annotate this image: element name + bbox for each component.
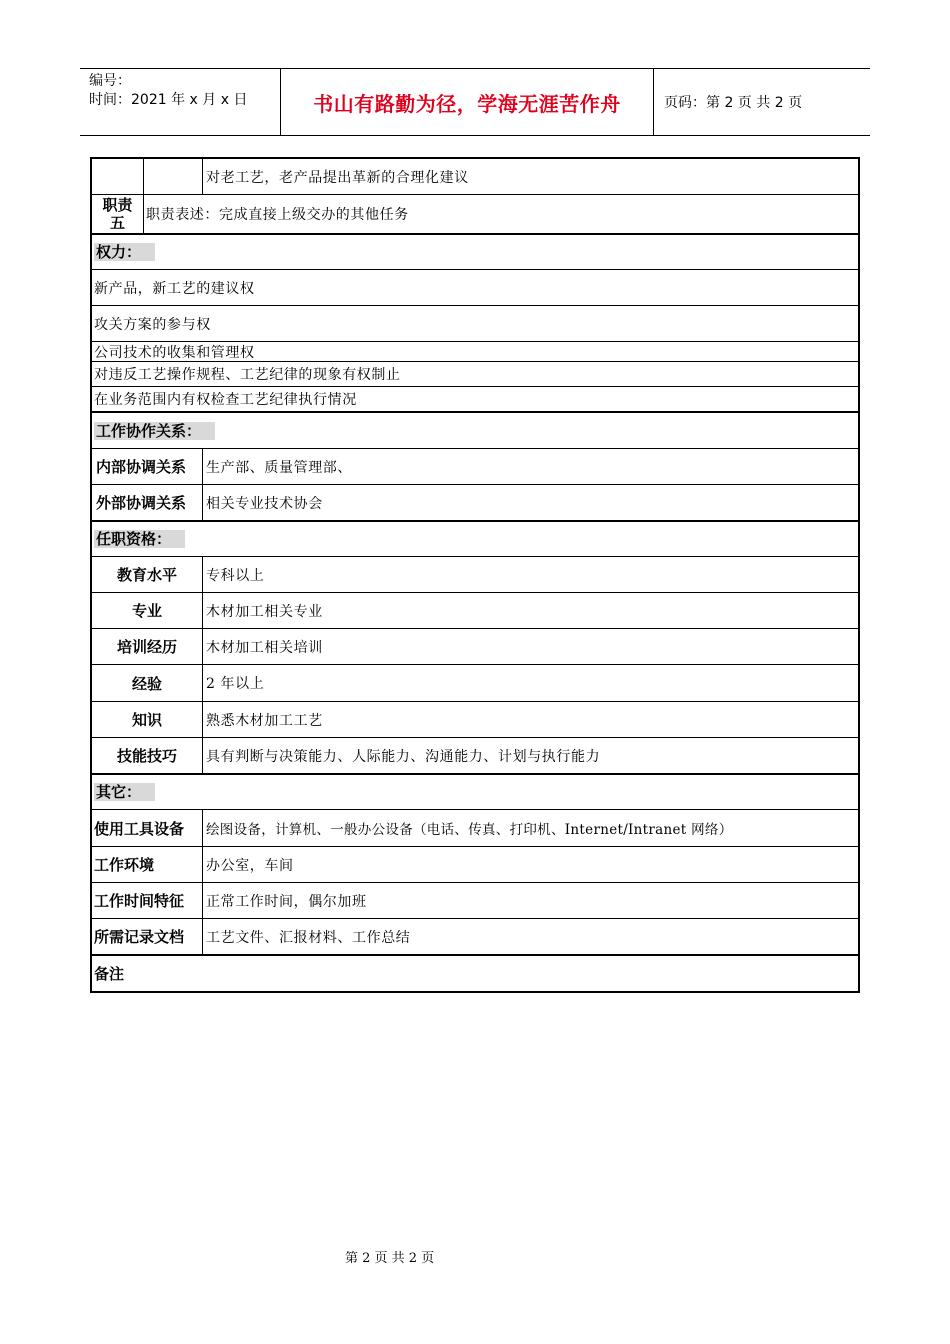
qualification-label: 培训经历 bbox=[116, 638, 177, 656]
authority-item bbox=[92, 270, 858, 306]
relations-section-header bbox=[92, 413, 858, 449]
others-value: 办公室，车间 bbox=[202, 847, 858, 882]
others-label: 使用工具设备 bbox=[94, 819, 185, 838]
authority-item bbox=[92, 306, 858, 342]
authority-item-text: 攻关方案的参与权 bbox=[94, 316, 211, 333]
qualification-label: 教育水平 bbox=[116, 566, 177, 584]
job-description-table bbox=[90, 157, 860, 993]
others-row bbox=[92, 810, 858, 847]
authority-section-header bbox=[92, 235, 858, 270]
qualification-value: 具有判断与决策能力、人际能力、沟通能力、计划与执行能力 bbox=[202, 738, 858, 773]
others-label: 所需记录文档 bbox=[94, 928, 185, 946]
qualification-label: 知识 bbox=[131, 711, 162, 729]
duty-task-text: 对老工艺，老产品提出革新的合理化建议 bbox=[202, 159, 858, 194]
external-relations-value: 相关专业技术协会 bbox=[202, 485, 858, 520]
internal-relations-row bbox=[92, 449, 858, 485]
header-page-label: 页码：第 2 页 共 2 页 bbox=[664, 95, 803, 111]
qualification-row bbox=[92, 665, 858, 702]
qualification-row bbox=[92, 593, 858, 629]
doc-date-label: 时间：2021 年 x 月 x 日 bbox=[89, 92, 248, 108]
others-value: 绘图设备，计算机、一般办公设备（电话、传真、打印机、Internet/Intranet 网络） bbox=[202, 810, 858, 846]
duty-five-text: 职责表述：完成直接上级交办的其他任务 bbox=[143, 195, 858, 233]
header-meta bbox=[80, 69, 281, 135]
qualification-row bbox=[92, 629, 858, 665]
qualification-value: 木材加工相关专业 bbox=[202, 593, 858, 628]
others-row bbox=[92, 883, 858, 919]
authority-item-text: 公司技术的收集和管理权 bbox=[94, 344, 255, 361]
others-value: 工艺文件、汇报材料、工作总结 bbox=[202, 919, 858, 954]
internal-relations-label: 内部协调关系 bbox=[96, 458, 187, 476]
doc-number-label: 编号： bbox=[89, 73, 131, 89]
header-motto: 书山有路勤为径，学海无涯苦作舟 bbox=[281, 69, 654, 135]
others-section-header bbox=[92, 775, 858, 810]
others-label: 工作时间特征 bbox=[94, 892, 185, 910]
qualification-label: 专业 bbox=[131, 602, 162, 620]
authority-item bbox=[92, 387, 858, 413]
qualification-label: 技能技巧 bbox=[116, 747, 177, 765]
authority-item bbox=[92, 342, 858, 362]
others-label: 工作环境 bbox=[94, 856, 155, 874]
qualification-row bbox=[92, 557, 858, 593]
external-relations-row bbox=[92, 485, 858, 522]
page-header bbox=[80, 68, 870, 136]
qualification-value: 2 年以上 bbox=[202, 665, 858, 701]
authority-item-text: 在业务范围内有权检查工艺纪律执行情况 bbox=[94, 392, 357, 408]
qualifications-section-header bbox=[92, 522, 858, 557]
others-value: 正常工作时间，偶尔加班 bbox=[202, 883, 858, 918]
duty-five-label: 职责五 bbox=[102, 196, 133, 232]
others-row bbox=[92, 919, 858, 956]
qualification-row bbox=[92, 702, 858, 738]
qualification-label: 经验 bbox=[131, 674, 162, 693]
external-relations-label: 外部协调关系 bbox=[96, 494, 187, 512]
authority-item-text: 新产品，新工艺的建议权 bbox=[94, 280, 255, 297]
relations-title: 工作协作关系： bbox=[94, 422, 215, 440]
remarks-row bbox=[92, 956, 858, 991]
qualification-value: 木材加工相关培训 bbox=[202, 629, 858, 664]
qualifications-title: 任职资格： bbox=[94, 530, 185, 548]
internal-relations-value: 生产部、质量管理部、 bbox=[202, 449, 858, 484]
qualification-value: 熟悉木材加工工艺 bbox=[202, 702, 858, 737]
page-footer: 第 2 页 共 2 页 bbox=[345, 1251, 435, 1266]
duty-five-row bbox=[92, 195, 858, 235]
authority-title: 权力： bbox=[94, 243, 155, 261]
remarks-title: 备注 bbox=[94, 965, 125, 983]
duty-blank-cell-1 bbox=[92, 159, 143, 194]
qualification-row bbox=[92, 738, 858, 775]
duty-blank-cell-2 bbox=[143, 159, 202, 194]
qualification-value: 专科以上 bbox=[202, 557, 858, 592]
others-row bbox=[92, 847, 858, 883]
duty-row-continued bbox=[92, 159, 858, 195]
authority-item bbox=[92, 362, 858, 387]
authority-item-text: 对违反工艺操作规程、工艺纪律的现象有权制止 bbox=[94, 367, 401, 383]
others-title: 其它： bbox=[94, 783, 155, 801]
